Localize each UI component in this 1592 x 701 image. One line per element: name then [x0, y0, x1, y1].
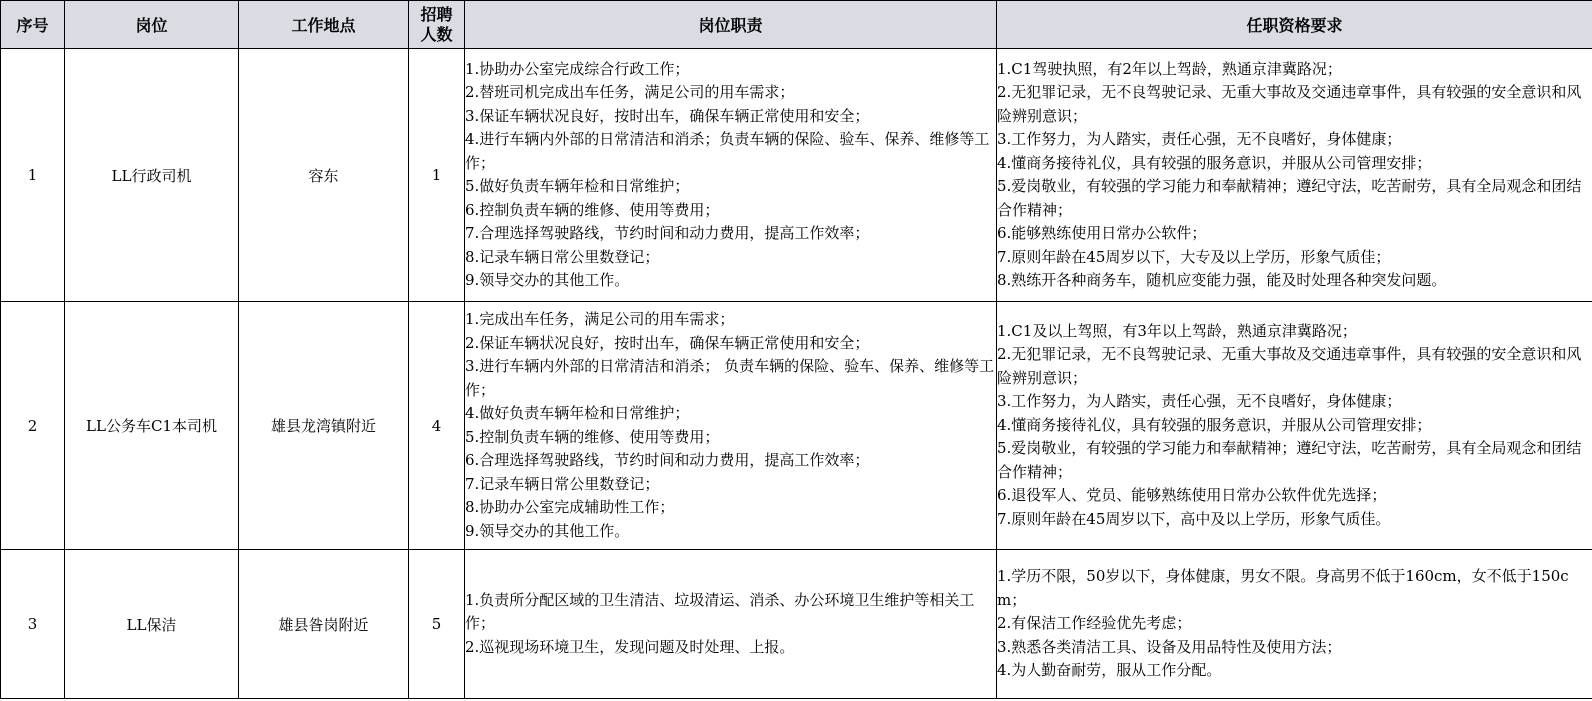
list-item: 5.爱岗敬业，有较强的学习能力和奉献精神；遵纪守法，吃苦耐劳，具有全局观念和团结合作精神； [997, 177, 1582, 219]
list-item: 8.熟练开各种商务车，随机应变能力强，能及时处理各种突发问题。 [997, 271, 1447, 289]
cell-location: 容东 [239, 49, 409, 302]
list-item: 2.有保洁工作经验优先考虑； [997, 614, 1192, 633]
list-item: 7.记录车辆日常公里数登记； [465, 474, 660, 493]
cell-duties [465, 49, 997, 302]
header-seq: 序号 [1, 1, 65, 49]
cell-position: LL行政司机 [65, 49, 239, 302]
list-item: 1.C1驾驶执照，有2年以上驾龄，熟通京津冀路况； [997, 59, 1342, 78]
header-headcount-line1: 招聘 [420, 4, 453, 24]
header-requirements: 任职资格要求 [997, 1, 1592, 49]
header-duties: 岗位职责 [465, 1, 997, 49]
cell-requirements [997, 49, 1592, 302]
cell-seq: 3 [1, 550, 65, 699]
list-item: 4.进行车辆内外部的日常清洁和消杀；负责车辆的保险、验车、保养、维修等工作； [465, 130, 990, 172]
header-location: 工作地点 [239, 1, 409, 49]
list-item: 2.无犯罪记录，无不良驾驶记录、无重大事故及交通违章事件，具有较强的安全意识和风险辨别意识； [997, 345, 1582, 387]
list-item: 5.做好负责车辆年检和日常维护； [465, 177, 690, 195]
list-item: 2.替班司机完成出车任务，满足公司的用车需求； [465, 83, 795, 101]
list-item: 6.退役军人、党员、能够熟练使用日常办公软件优先选择； [997, 486, 1387, 505]
header-position: 岗位 [65, 1, 239, 49]
list-item: 3.保证车辆状况良好，按时出车，确保车辆正常使用和安全； [465, 106, 870, 125]
table-row [1, 550, 1592, 699]
list-item: 2.无犯罪记录，无不良驾驶记录、无重大事故及交通违章事件，具有较强的安全意识和风险辨别意识； [997, 83, 1582, 125]
list-item: 7.原则年龄在45周岁以下，大专及以上学历，形象气质佳； [997, 247, 1391, 266]
list-item: 4.做好负责车辆年检和日常维护； [465, 404, 690, 422]
list-item: 1.完成出车任务，满足公司的用车需求； [465, 310, 735, 328]
list-item: 1.协助办公室完成综合行政工作； [465, 59, 690, 78]
list-item: 8.记录车辆日常公里数登记； [465, 247, 660, 266]
list-item: 4.为人勤奋耐劳，服从工作分配。 [997, 661, 1222, 680]
cell-location: 雄县昝岗附近 [239, 550, 409, 699]
cell-position: LL保洁 [65, 550, 239, 699]
duties-list [465, 58, 996, 293]
cell-duties [465, 302, 997, 550]
list-item: 3.工作努力，为人踏实，责任心强，无不良嗜好，身体健康； [997, 130, 1402, 148]
list-item: 1.负责所分配区域的卫生清洁、垃圾清运、消杀、办公环境卫生维护等相关工作； [465, 590, 975, 633]
requirements-list [997, 320, 1592, 532]
list-item: 7.原则年龄在45周岁以下，高中及以上学历，形象气质佳。 [997, 509, 1391, 528]
list-item: 6.合理选择驾驶路线，节约时间和动力费用，提高工作效率； [465, 451, 870, 469]
list-item: 9.领导交办的其他工作。 [465, 521, 630, 540]
cell-seq: 1 [1, 49, 65, 302]
header-headcount [409, 1, 465, 49]
duties-list [465, 308, 996, 543]
list-item: 5.爱岗敬业，有较强的学习能力和奉献精神；遵纪守法，吃苦耐劳，具有全局观念和团结合作精神； [997, 439, 1582, 481]
cell-location: 雄县龙湾镇附近 [239, 302, 409, 550]
list-item: 2.巡视现场环境卫生，发现问题及时处理、上报。 [465, 637, 795, 656]
list-item: 4.懂商务接待礼仪，具有较强的服务意识，并服从公司管理安排； [997, 153, 1432, 172]
list-item: 9.领导交办的其他工作。 [465, 271, 630, 289]
list-item: 7.合理选择驾驶路线，节约时间和动力费用，提高工作效率； [465, 224, 870, 242]
cell-headcount: 4 [409, 302, 465, 550]
list-item: 1.学历不限，50岁以下，身体健康，男女不限。身高男不低于160cm，女不低于150cm； [997, 567, 1569, 609]
cell-position: LL公务车C1本司机 [65, 302, 239, 550]
table-row [1, 49, 1592, 302]
requirements-list [997, 58, 1592, 293]
requirements-list [997, 565, 1592, 683]
cell-seq: 2 [1, 302, 65, 550]
list-item: 3.熟悉各类清洁工具、设备及用品特性及使用方法； [997, 637, 1342, 656]
cell-requirements [997, 550, 1592, 699]
list-item: 6.控制负责车辆的维修、使用等费用； [465, 200, 720, 219]
list-item: 6.能够熟练使用日常办公软件； [997, 224, 1207, 242]
list-item: 2.保证车辆状况良好，按时出车，确保车辆正常使用和安全； [465, 333, 870, 352]
list-item: 3.进行车辆内外部的日常清洁和消杀； 负责车辆的保险、验车、保养、维修等工作； [465, 357, 995, 399]
table-row [1, 302, 1592, 550]
list-item: 1.C1及以上驾照，有3年以上驾龄，熟通京津冀路况； [997, 321, 1357, 340]
cell-requirements [997, 302, 1592, 550]
cell-duties [465, 550, 997, 699]
list-item: 5.控制负责车辆的维修、使用等费用； [465, 427, 720, 446]
cell-headcount: 5 [409, 550, 465, 699]
list-item: 3.工作努力，为人踏实，责任心强，无不良嗜好，身体健康； [997, 392, 1402, 411]
list-item: 8.协助办公室完成辅助性工作； [465, 498, 675, 516]
list-item: 4.懂商务接待礼仪，具有较强的服务意识，并服从公司管理安排； [997, 415, 1432, 434]
cell-headcount: 1 [409, 49, 465, 302]
header-headcount-line2: 人数 [420, 24, 453, 44]
header-row [1, 1, 1592, 49]
duties-list [465, 589, 996, 660]
